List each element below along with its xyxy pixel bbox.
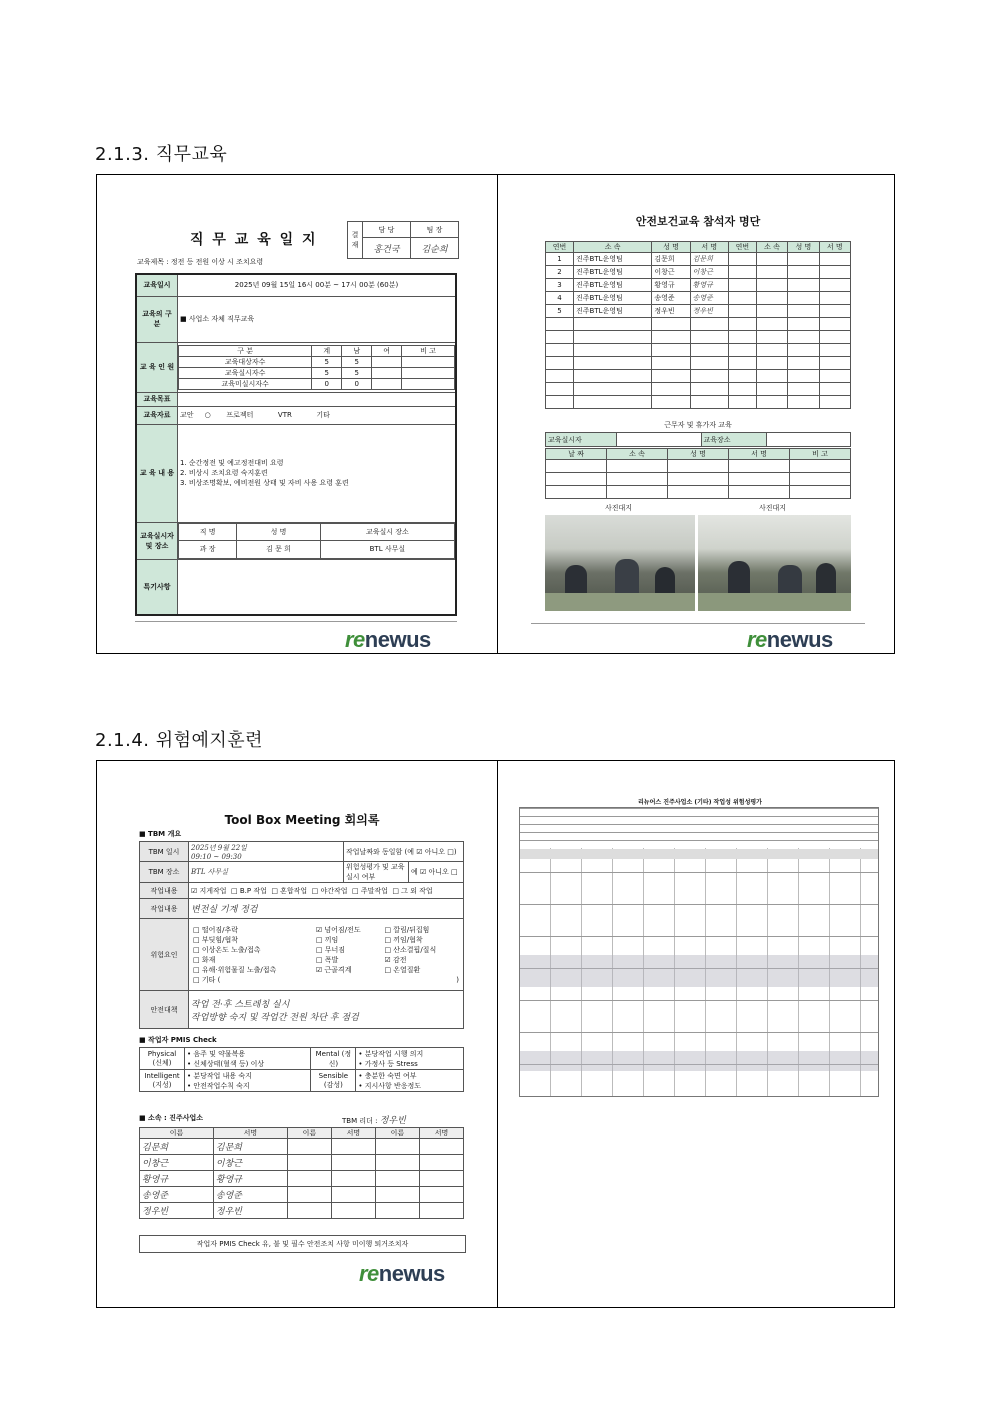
tbm-record [137,761,467,1301]
pmis-table: Physical (신체) • 음주 및 약물복용 • 신체상태(혈색 등) 이상 Mental (정신) • 분당작업 시행 의지 • 가정사 등 Stress Intelligent (지성) • 분당작업 내용 숙지 • 안전작업수칙 숙지 Sensible (감성) • 충분한 숙면 여부 • 지시사항 반응정도 [139,1047,464,1092]
attendee-table: 연번 소 속 성 명 서 명 연번 소 속 성 명 서 명 1 진주BTL운영팀 김문희 김문희 2 진주BTL운영팀 이창근 이창근 3 진주BTL운영팀 황영규 황영규 4 진주BTL운영팀 송영준 송영준 5 진주BTL운영팀 정우빈 정우빈 [545,241,851,409]
approval-box: 결재 담 당 팀 장 홍건국 김순희 [347,221,459,259]
photo-label-1: 사진대지 [605,504,633,512]
education-log-title: 직 무 교 육 일 지 [190,232,318,248]
attendee-title: 안전보건교육 참석자 명단 [635,215,761,228]
attendee-list: 안전보건교육 참석자 명단 연번 소 속 성 명 서 명 연번 소 속 성 명 서 명 1 진주BTL운영팀 김문희 김문희 2 진주BTL운영팀 이창근 이창근 3 진주BTL운영팀 황영규 황영규 4 진주BTL운영팀 송영준 송영준 5 진주BTL운영팀 정우빈 정우빈 근무자 및 휴가자 교육 교육실시자 교육장소 날 짜 소 속 성 명 서 명 비 고 사진대지 사진대지 [545,205,851,625]
absent-table: 교육실시자 교육장소 [545,432,851,447]
education-subject: 교육제목 : 정전 등 전원 이상 시 조치요령 [137,258,264,266]
tbm-overview-table: TBM 일시 2025년 9월 22일 09:10 ~ 09:30 작업날짜와 동일함 (예 ☑ 아니오 □) TBM 장소 BTL 사무실 위험성평가 및 교육실시 여부 예 ☑ 아니오 □ 작업내용 ☑ 지게작업 □ B.P 작업 □ 혼합작업 □ 야간작업 □ 주말작업 □ 그 외 작업 작업내용 변전실 기계 정검 위험요인 □ 떨어짐/추락 ☑ 넘어짐/전도 □ 깔림/뒤집힘 □ 부딪힘/협착 □ 끼임 □ 끼임/협착 □ 이상온도 노출/접촉 □ 무너짐 □ 산소결핍/질식 □ 화재 □ 폭발 ☑ 감전 □ 유해·위험물질 노출/접촉 ☑ 근골격계 □ 온열질환 □ 기타 ( ) 안전대책 작업 전·후 스트레칭 실시 작업방향 숙지 및 작업간 전원 차단 후 점검 [139,841,464,1029]
education-log [135,185,460,625]
pmis-title: ■ 작업자 PMIS Check [139,1036,217,1044]
risk-sheet-title: 리뉴어스 진주사업소 (기타) 작업성 위험성평가 [638,799,762,806]
renewus-logo-2: renewus [747,627,833,652]
tbm-footer: 작업자 PMIS Check 유, 불 및 필수 안전조치 사항 미이행 퇴거조치자 [139,1235,466,1253]
section-title-risk-training: 2.1.4. 위험예지훈련 [95,730,264,751]
tbm-title: Tool Box Meeting 회의록 [224,813,380,827]
tbm-overview: ■ TBM 개요 [139,830,182,838]
sign-org: ■ 소속 : 진주사업소 [139,1114,204,1122]
frame-risk-training [96,760,895,1308]
renewus-logo-1: renewus [345,627,431,652]
photo-label-2: 사진대지 [759,504,787,512]
tbm-leader: TBM 리더 : 정우빈 [342,1116,406,1126]
training-photo-left [545,515,695,611]
training-photo-right [698,515,851,611]
education-log-table: 교육일시 2025년 09월 15일 16시 00분 ~ 17시 00분 (60분) 교육의 구 분 ■ 사업소 자체 직무교육 교 육 인 원 구 분 계 남 여 비 고 교육대상자수 5 5 교육실시자수 5 5 교육미실시자수 0 0 교육목표 교육자료 교안 ○ 프로젝터 VTR 기타 교 육 내 용 1. 순간정전 및 예고정전대비 요령 2. 비상시 조치요령 숙지훈련 3. 비상조명확보, 예비전원 상태 및 자비 사용 요령 훈련 교육실시자 및 장소 직 명 성 명 교육실시 장소 과 장 김 문 희 BTL 사무실 특기사항 [135,273,457,616]
frame-job-training [96,174,895,654]
signer-table: 이름 서명 이름 서명 이름 서명 김문희 김문희 이창근 이창근 황영규 황영규 송영준 송영준 정우빈 정우빈 [139,1127,464,1219]
absent-title: 근무자 및 휴가자 교육 [664,421,732,429]
section-title-job-training: 2.1.3. 직무교육 [95,144,228,165]
renewus-logo-3: renewus [359,1261,445,1286]
risk-assessment-sheet [519,797,881,1097]
